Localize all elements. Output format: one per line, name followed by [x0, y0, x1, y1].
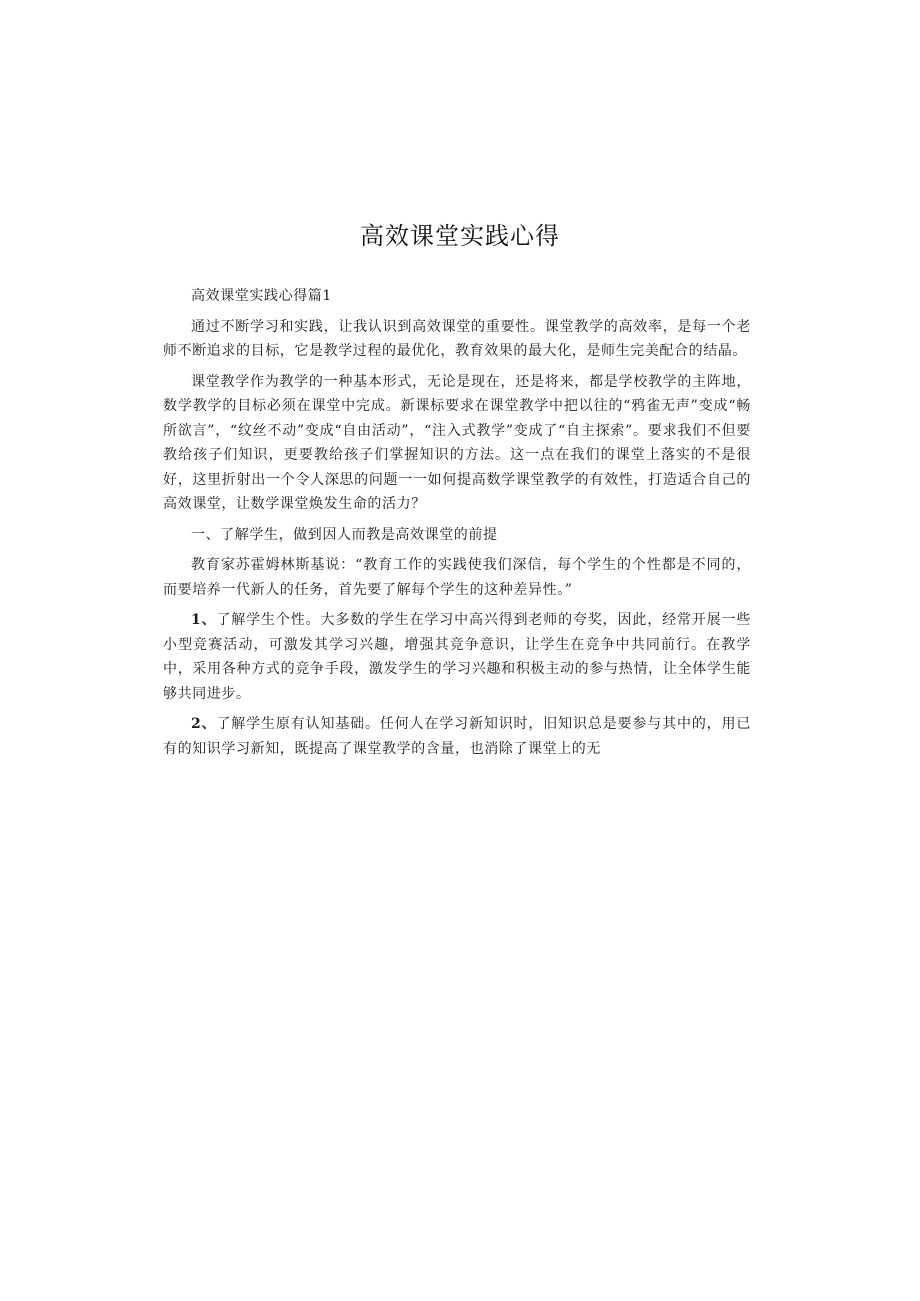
subheading	[163, 523, 751, 548]
paragraph	[163, 370, 751, 517]
numbered-paragraph	[163, 712, 751, 761]
item-number: 1、	[191, 612, 217, 628]
section-heading-text: 高效课堂实践心得篇1	[191, 288, 332, 304]
paragraph-text: 通过不断学习和实践，让我认识到高效课堂的重要性。课堂教学的高效率，是每一个老师不断追求的目标，它是教学过程的最优化，教育效果的最大化，是师生完美配合的结晶。	[163, 318, 751, 359]
subheading-text: 一、了解学生，做到因人而教是高效课堂的前提	[191, 526, 498, 543]
paragraph-text: 教育家苏霍姆林斯基说：“教育工作的实践使我们深信，每个学生的个性都是不同的，而要培养一代新人的任务，首先要了解每个学生的这种差异性。”	[163, 557, 751, 598]
quote-paragraph	[163, 553, 751, 602]
numbered-paragraph	[163, 608, 751, 706]
document-title: 高效课堂实践心得	[360, 222, 560, 250]
section-heading	[163, 284, 751, 309]
document-body	[163, 284, 751, 761]
paragraph-text: 了解学生原有认知基础。任何人在学习新知识时，旧知识总是要参与其中的，用已有的知识学习新知，既提高了课堂教学的含量，也消除了课堂上的无	[163, 716, 751, 757]
paragraph-text: 了解学生个性。大多数的学生在学习中高兴得到老师的夸奖，因此，经常开展一些小型竞赛活动，可激发其学习兴趣，增强其竞争意识，让学生在竞争中共同前行。在教学中，采用各种方式的竞争手段，激发学生的学习兴趣和积极主动的参与热情，让全体学生能够共同进步。	[163, 612, 751, 702]
paragraph	[163, 315, 751, 364]
paragraph-text: 课堂教学作为教学的一种基本形式，无论是现在，还是将来，都是学校教学的主阵地，数学教学的目标必须在课堂中完成。新课标要求在课堂教学中把以往的“鸦雀无声”变成“畅所欲言”，“纹丝不动”变成“自由活动”，“注入式教学”变成了“自主探索”。要求我们不但要教给孩子们知识，更要教给孩子们掌握知识的方法。这一点在我们的课堂上落实的不是很好，这里折射出一个令人深思的问题一一如何提高数学课堂教学的有效性，打造适合自己的高效课堂，让数学课堂焕发生命的活力？	[163, 373, 751, 512]
item-number: 2、	[191, 716, 217, 732]
